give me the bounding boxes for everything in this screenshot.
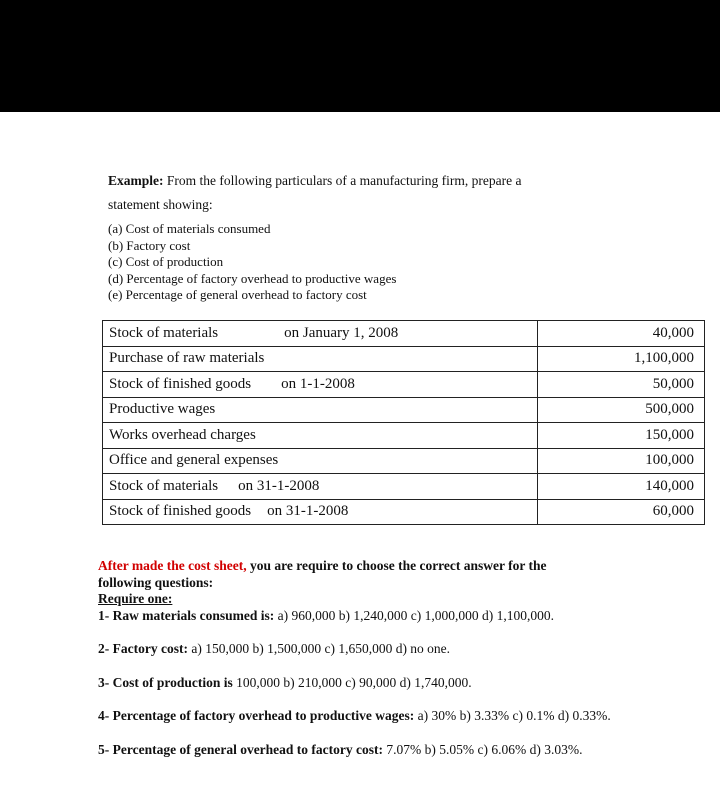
question-item [98, 708, 698, 725]
row-amount: 1,100,000 [538, 346, 705, 372]
requirement-item: (c) Cost of production [108, 254, 224, 269]
question-text: 4- Percentage of factory overhead to productive wages: [98, 708, 415, 723]
row-label: Stock of materials [109, 324, 219, 341]
row-amount: 150,000 [538, 423, 705, 449]
questions-section [98, 558, 698, 758]
row-date: on January 1, 2008 [284, 324, 399, 341]
row-date: on 31-1-2008 [267, 503, 349, 520]
row-amount: 40,000 [538, 321, 705, 347]
table-row [103, 346, 705, 372]
require-heading: Require one: [98, 591, 173, 606]
question-options: a) 960,000 b) 1,240,000 c) 1,000,000 d) 1,100,000. [277, 607, 554, 623]
question-text: 5- Percentage of general overhead to factory cost: [98, 741, 384, 757]
question-item [98, 608, 698, 625]
row-date: on 31-1-2008 [238, 477, 320, 494]
instruction-highlight: After made the cost sheet, [98, 558, 247, 573]
table-row [103, 474, 705, 500]
question-text: 2- Factory cost: [98, 641, 188, 656]
table-row [103, 448, 705, 474]
row-label: Stock of finished goods [109, 375, 252, 392]
question-options: 100,000 b) 210,000 c) 90,000 d) 1,740,000. [236, 674, 472, 690]
question-item [98, 675, 698, 692]
row-date: on 1-1-2008 [281, 375, 355, 392]
requirement-list [108, 221, 396, 304]
table-row [103, 372, 705, 398]
row-label: Stock of finished goods [109, 503, 252, 520]
example-lead: Example: [108, 173, 164, 188]
instruction-text-2: following questions: [98, 574, 214, 590]
question-options: 7.07% b) 5.05% c) 6.06% d) 3.03%. [386, 741, 583, 757]
row-amount: 100,000 [538, 448, 705, 474]
row-label: Office and general expenses [109, 452, 279, 469]
table-row [103, 423, 705, 449]
question-options: a) 150,000 b) 1,500,000 c) 1,650,000 d) no one. [191, 641, 451, 656]
intro-line-2: statement showing: [108, 197, 213, 212]
table-row [103, 321, 705, 347]
requirement-item: (d) Percentage of factory overhead to productive wages [108, 270, 397, 286]
row-amount: 500,000 [538, 397, 705, 423]
particulars-table [102, 320, 705, 525]
question-item [98, 641, 698, 658]
table-row [103, 397, 705, 423]
row-label: Productive wages [109, 401, 216, 418]
table-row [103, 499, 705, 525]
row-amount: 50,000 [538, 372, 705, 398]
requirement-item: (b) Factory cost [108, 237, 191, 253]
requirement-item: (a) Cost of materials consumed [108, 221, 271, 236]
example-intro [108, 172, 522, 214]
question-text: 1- Raw materials consumed is: [98, 607, 275, 623]
question-options: a) 30% b) 3.33% c) 0.1% d) 0.33%. [417, 708, 611, 723]
question-text: 3- Cost of production is [98, 674, 233, 690]
intro-line-1: From the following particulars of a manufacturing firm, prepare a [166, 173, 522, 188]
row-label: Stock of materials [109, 477, 219, 494]
row-amount: 140,000 [538, 474, 705, 500]
row-label: Works overhead charges [109, 426, 256, 443]
row-label: Purchase of raw materials [109, 350, 265, 367]
row-amount: 60,000 [538, 499, 705, 525]
instruction-text: you are require to choose the correct answer for the [249, 558, 547, 573]
requirement-item: (e) Percentage of general overhead to factory cost [108, 287, 367, 302]
question-item [98, 742, 698, 759]
